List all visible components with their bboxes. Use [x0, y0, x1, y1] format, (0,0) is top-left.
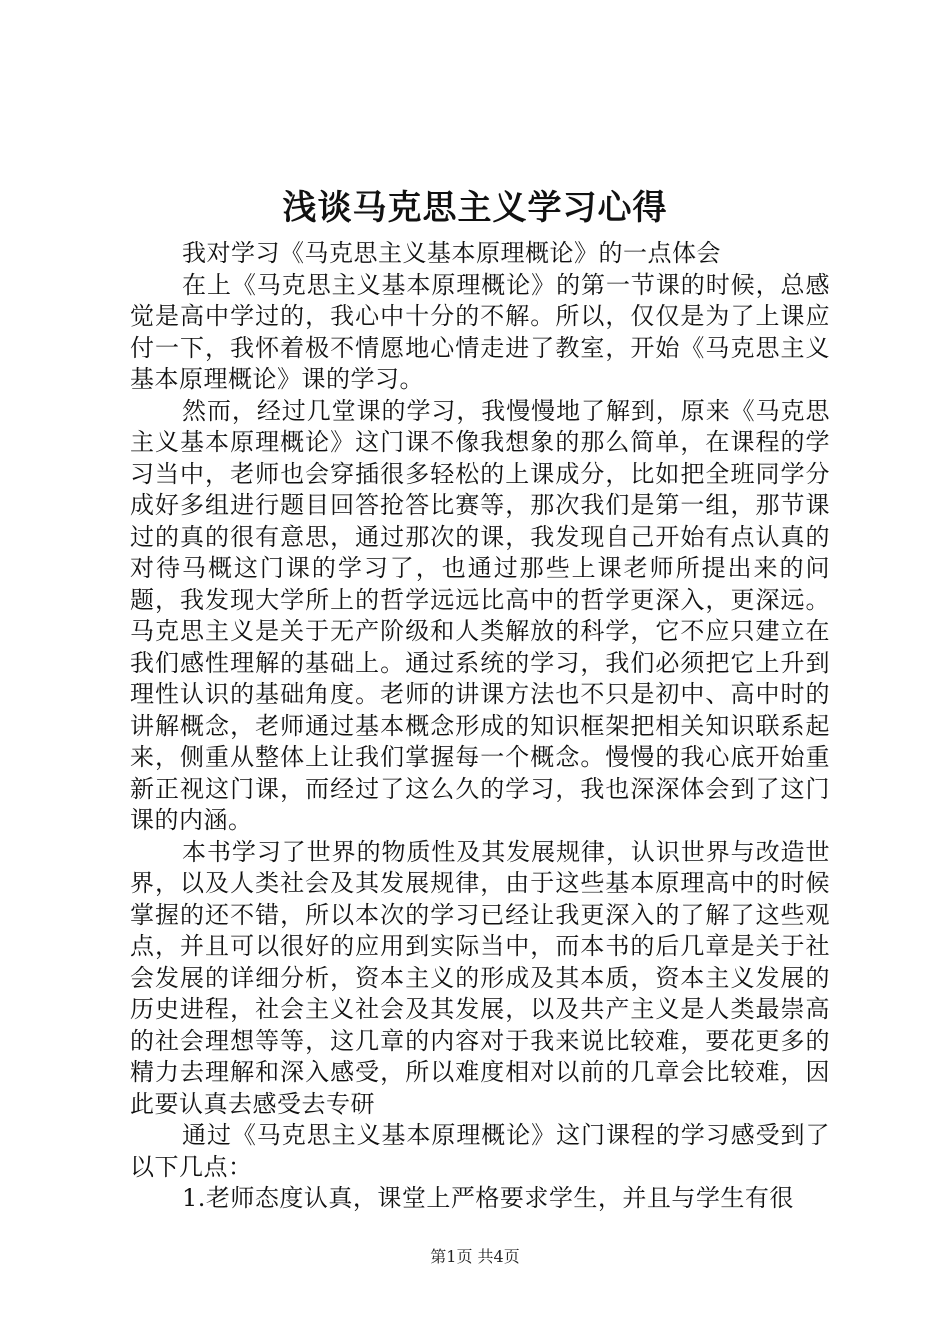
- paragraph-point-1: 1.老师态度认真，课堂上严格要求学生，并且与学生有很: [182, 1184, 794, 1212]
- page-number-footer: 第1页 共4页: [430, 1247, 520, 1266]
- paragraph-intro: 在上《马克思主义基本原理概论》的第一节课的时候，总感觉是高中学过的，我心中十分的不解。所以，仅仅是为了上课应付一下，我怀着极不情愿地心情走进了教室，开始《马克思主义基本原理概论》课的学习。: [130, 270, 830, 393]
- paragraph-subtitle: 我对学习《马克思主义基本原理概论》的一点体会: [182, 239, 721, 267]
- paragraph-experience: 然而，经过几堂课的学习，我慢慢地了解到，原来《马克思主义基本原理概论》这门课不像我想象的那么简单，在课程的学习当中，老师也会穿插很多轻松的上课成分，比如把全班同学分成好多组进行题目回答抢答比赛等，那次我们是第一组，那节课过的真的很有意思，通过那次的课，我发现自己开始有点认真的对待马概这门课的学习了，也通过那些上课老师所提出来的问题，我发现大学所上的哲学远远比高中的哲学更深入，更深远。马克思主义是关于无产阶级和人类解放的科学，它不应只建立在我们感性理解的基础上。通过系统的学习，我们必须把它上升到理性认识的基础角度。老师的讲课方法也不只是初中、高中时的讲解概念，老师通过基本概念形成的知识框架把相关知识联系起来，侧重从整体上让我们掌握每一个概念。慢慢的我心底开始重新正视这门课，而经过了这么久的学习，我也深深体会到了这门课的内涵。: [130, 396, 830, 834]
- paragraph-book-content: 本书学习了世界的物质性及其发展规律，认识世界与改造世界，以及人类社会及其发展规律，由于这些基本原理高中的时候掌握的还不错，所以本次的学习已经让我更深入的了解了这些观点，并且可以很好的应用到实际当中，而本书的后几章是关于社会发展的详细分析，资本主义的形成及其本质，资本主义发展的历史进程，社会主义社会及其发展，以及共产主义是人类最崇高的社会理想等等，这几章的内容对于我来说比较难，要花更多的精力去理解和深入感受，所以难度相对以前的几章会比较难，因此要认真去感受去专研: [130, 837, 830, 1118]
- document-body: [130, 238, 830, 1215]
- paragraph-summary-lead: 通过《马克思主义基本原理概论》这门课程的学习感受到了以下几点：: [130, 1121, 830, 1181]
- document-title: 浅谈马克思主义学习心得: [282, 188, 668, 228]
